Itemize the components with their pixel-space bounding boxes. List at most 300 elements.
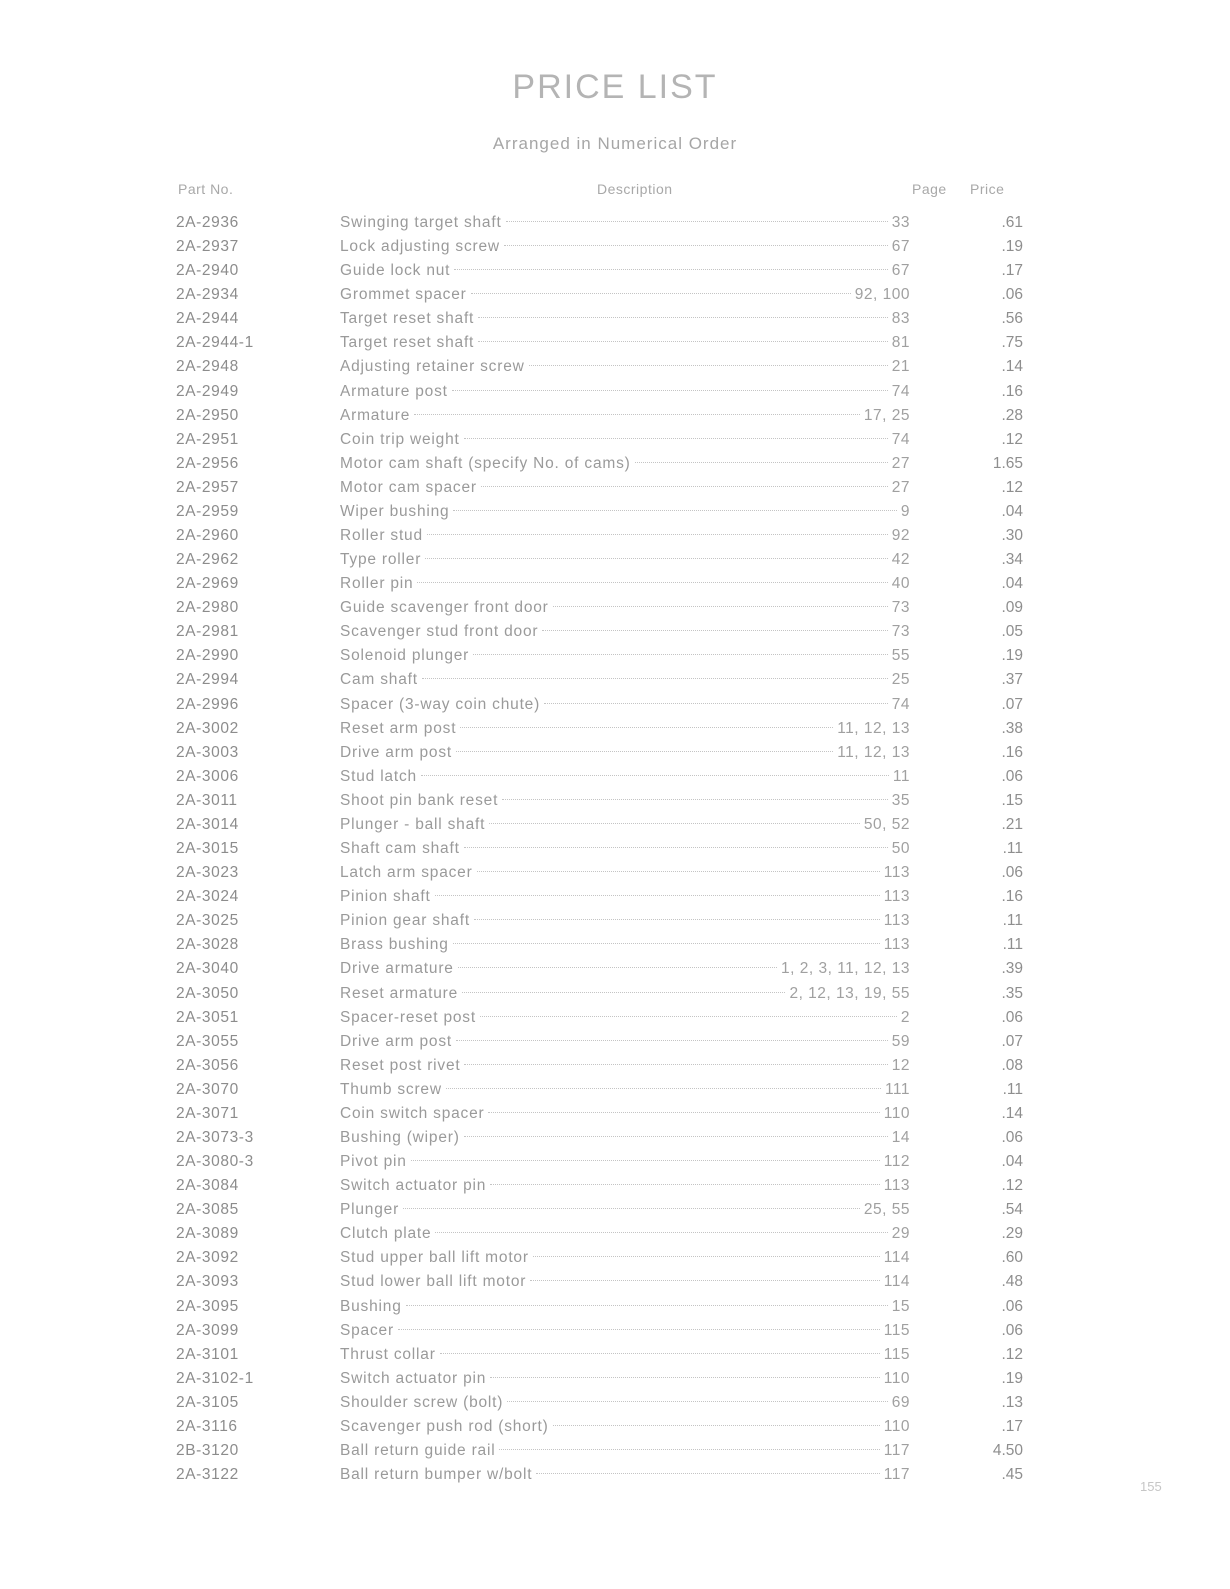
table-row (0, 1295, 1230, 1319)
price: .06 (1001, 767, 1023, 785)
part-number: 2A-3003 (176, 743, 239, 761)
description-cell (340, 524, 910, 548)
dot-leader (453, 510, 896, 511)
part-description: Grommet spacer (340, 286, 467, 304)
part-description: Plunger - ball shaft (340, 815, 486, 833)
part-number: 2A-3105 (176, 1393, 239, 1411)
dot-leader (454, 269, 887, 270)
description-cell (340, 380, 910, 404)
part-number: 2A-2949 (176, 382, 239, 400)
price: .06 (1001, 1008, 1023, 1026)
part-description: Target reset shaft (340, 310, 475, 328)
dot-leader (507, 1401, 888, 1402)
description-cell (340, 885, 910, 909)
description-cell (340, 307, 910, 331)
table-row (0, 1102, 1230, 1126)
part-number: 2A-3099 (176, 1321, 239, 1339)
table-row (0, 331, 1230, 355)
price: .19 (1001, 647, 1023, 665)
table-row (0, 789, 1230, 813)
page-reference: 92, 100 (854, 286, 910, 304)
dot-leader (490, 1184, 880, 1185)
page-reference: 115 (883, 1345, 910, 1363)
table-row (0, 1198, 1230, 1222)
part-description: Wiper bushing (340, 502, 450, 520)
part-number: 2A-2981 (176, 623, 239, 641)
dot-leader (635, 462, 888, 463)
dot-leader (504, 245, 888, 246)
part-description: Shoulder screw (bolt) (340, 1393, 504, 1411)
price-list-table (0, 211, 1230, 1487)
price: .45 (1001, 1466, 1023, 1484)
part-number: 2A-2969 (176, 575, 239, 593)
part-description: Shoot pin bank reset (340, 791, 499, 809)
page-reference: 11, 12, 13 (837, 719, 910, 737)
part-number: 2A-2936 (176, 214, 239, 231)
dot-leader (481, 486, 888, 487)
description-cell (340, 1367, 910, 1391)
dot-leader (477, 871, 880, 872)
table-row (0, 259, 1230, 283)
description-cell (340, 620, 910, 644)
page-reference: 11 (892, 767, 910, 785)
description-cell (340, 1415, 910, 1439)
dot-leader (488, 1112, 879, 1113)
page-reference: 50, 52 (863, 815, 910, 833)
table-row (0, 1174, 1230, 1198)
page-title: PRICE LIST (512, 68, 718, 106)
part-number: 2A-3095 (176, 1297, 239, 1315)
dot-leader (411, 1160, 880, 1161)
description-cell (340, 1006, 910, 1030)
price: .11 (1002, 936, 1023, 954)
dot-leader (544, 703, 888, 704)
description-cell (340, 1150, 910, 1174)
part-number: 2A-3080-3 (176, 1153, 254, 1171)
price: .17 (1001, 1417, 1023, 1435)
page-reference: 112 (883, 1153, 910, 1171)
table-row (0, 717, 1230, 741)
description-cell (340, 404, 910, 428)
description-cell (340, 331, 910, 355)
part-number: 2A-2934 (176, 286, 239, 304)
page-reference: 67 (891, 262, 910, 280)
description-cell (340, 837, 910, 861)
page-reference: 59 (891, 1032, 910, 1050)
table-row (0, 235, 1230, 259)
price: .11 (1002, 1080, 1023, 1098)
table-row (0, 1054, 1230, 1078)
page-reference: 50 (891, 840, 910, 858)
price: .05 (1001, 623, 1023, 641)
dot-leader (464, 1136, 888, 1137)
dot-leader (471, 293, 851, 294)
description-cell (340, 1078, 910, 1102)
description-cell (340, 548, 910, 572)
price: .21 (1001, 815, 1023, 833)
page-reference: 92 (891, 527, 910, 545)
part-number: 2A-2996 (176, 695, 239, 713)
part-number: 2A-2980 (176, 599, 239, 617)
part-description: Roller pin (340, 575, 414, 593)
page-reference: 27 (891, 478, 910, 496)
price: .29 (1001, 1225, 1023, 1243)
part-number: 2A-3028 (176, 936, 239, 954)
part-description: Solenoid plunger (340, 647, 470, 665)
part-number: 2A-3040 (176, 960, 239, 978)
part-description: Spacer (3-way coin chute) (340, 695, 541, 713)
table-row (0, 933, 1230, 957)
dot-leader (435, 1232, 887, 1233)
page-reference: 55 (891, 647, 910, 665)
price: .54 (1001, 1201, 1023, 1219)
dot-leader (446, 1088, 881, 1089)
price: .04 (1001, 502, 1023, 520)
part-description: Adjusting retainer screw (340, 358, 525, 376)
part-number: 2A-2956 (176, 454, 239, 472)
page-reference: 40 (891, 575, 910, 593)
description-cell (340, 741, 910, 765)
page-reference: 117 (883, 1441, 910, 1459)
page-reference: 83 (891, 310, 910, 328)
dot-leader (553, 606, 888, 607)
dot-leader (529, 365, 888, 366)
dot-leader (530, 1280, 880, 1281)
price: .12 (1001, 478, 1023, 496)
part-number: 2A-2990 (176, 647, 239, 665)
part-number: 2A-3089 (176, 1225, 239, 1243)
part-number: 2A-3084 (176, 1177, 239, 1195)
description-cell (340, 1222, 910, 1246)
description-cell (340, 1054, 910, 1078)
part-number: 2A-3006 (176, 767, 239, 785)
page-reference: 15 (891, 1297, 910, 1315)
table-row (0, 500, 1230, 524)
description-cell (340, 1463, 910, 1487)
price: .06 (1001, 864, 1023, 882)
part-number: 2A-3024 (176, 888, 239, 906)
description-cell (340, 476, 910, 500)
part-number: 2A-3056 (176, 1056, 239, 1074)
part-description: Guide lock nut (340, 262, 451, 280)
dot-leader (474, 919, 880, 920)
page-reference: 115 (883, 1321, 910, 1339)
page-reference: 25 (891, 671, 910, 689)
part-number: 2A-2944-1 (176, 334, 254, 352)
dot-leader (403, 1208, 860, 1209)
price: .19 (1001, 1369, 1023, 1387)
price: .37 (1001, 671, 1023, 689)
price: .04 (1001, 1153, 1023, 1171)
description-cell (340, 982, 910, 1006)
table-row (0, 1343, 1230, 1367)
page-subtitle: Arranged in Numerical Order (492, 134, 738, 153)
page-reference: 27 (891, 454, 910, 472)
part-number: 2A-3025 (176, 912, 239, 930)
price: .60 (1001, 1249, 1023, 1267)
part-number: 2A-3023 (176, 864, 239, 882)
part-number: 2A-2951 (176, 430, 239, 448)
description-cell (340, 693, 910, 717)
table-row (0, 1030, 1230, 1054)
page-reference: 73 (891, 623, 910, 641)
page-reference: 74 (891, 695, 910, 713)
description-cell (340, 1198, 910, 1222)
part-number: 2A-3092 (176, 1249, 239, 1267)
page-reference: 29 (891, 1225, 910, 1243)
part-description: Clutch plate (340, 1225, 432, 1243)
table-row (0, 524, 1230, 548)
price: .39 (1001, 960, 1023, 978)
description-cell (340, 572, 910, 596)
part-description: Reset armature (340, 984, 459, 1002)
dot-leader (460, 727, 833, 728)
table-row (0, 644, 1230, 668)
table-row (0, 909, 1230, 933)
description-cell (340, 235, 910, 259)
page-reference: 117 (883, 1466, 910, 1484)
table-row (0, 1415, 1230, 1439)
table-row (0, 668, 1230, 692)
dot-leader (456, 751, 833, 752)
price: .14 (1001, 358, 1023, 376)
part-number: 2A-2944 (176, 310, 239, 328)
dot-leader (398, 1329, 880, 1330)
part-description: Reset arm post (340, 719, 457, 737)
part-description: Thrust collar (340, 1345, 436, 1363)
part-description: Ball return bumper w/bolt (340, 1466, 533, 1484)
table-row (0, 1391, 1230, 1415)
part-description: Switch actuator pin (340, 1177, 487, 1195)
dot-leader (464, 438, 888, 439)
dot-leader (453, 943, 880, 944)
part-description: Guide scavenger front door (340, 599, 549, 617)
dot-leader (533, 1256, 880, 1257)
page-reference: 81 (891, 334, 910, 352)
table-row (0, 1319, 1230, 1343)
table-row (0, 596, 1230, 620)
price: .38 (1001, 719, 1023, 737)
description-cell (340, 452, 910, 476)
dot-leader (462, 992, 785, 993)
table-row (0, 1006, 1230, 1030)
page-reference: 111 (884, 1080, 910, 1098)
table-row (0, 1439, 1230, 1463)
page-reference: 110 (883, 1369, 910, 1387)
part-description: Scavenger stud front door (340, 623, 539, 641)
dot-leader (506, 221, 888, 222)
description-cell (340, 500, 910, 524)
part-number: 2A-2937 (176, 238, 239, 256)
page-reference: 113 (883, 864, 910, 882)
dot-leader (435, 895, 880, 896)
page-reference: 2 (900, 1008, 910, 1026)
price: .34 (1001, 551, 1023, 569)
page-reference: 14 (891, 1128, 910, 1146)
price: .17 (1001, 262, 1023, 280)
part-number: 2A-3073-3 (176, 1128, 254, 1146)
description-cell (340, 1391, 910, 1415)
table-row (0, 1078, 1230, 1102)
part-number: 2B-3120 (176, 1441, 239, 1459)
part-description: Type roller (340, 551, 422, 569)
price: .19 (1001, 238, 1023, 256)
part-description: Coin trip weight (340, 430, 460, 448)
price: .30 (1001, 527, 1023, 545)
part-number: 2A-3015 (176, 840, 239, 858)
page-reference: 21 (891, 358, 910, 376)
table-row (0, 380, 1230, 404)
part-description: Bushing (wiper) (340, 1128, 460, 1146)
part-number: 2A-3051 (176, 1008, 239, 1026)
part-description: Stud lower ball lift motor (340, 1273, 527, 1291)
page-reference: 12 (891, 1056, 910, 1074)
part-description: Shaft cam shaft (340, 840, 460, 858)
dot-leader (456, 1040, 888, 1041)
page-number: 155 (1140, 1479, 1162, 1494)
part-number: 2A-2948 (176, 358, 239, 376)
page-reference: 33 (891, 214, 910, 231)
table-row (0, 885, 1230, 909)
price: .12 (1001, 1345, 1023, 1363)
dot-leader (473, 654, 888, 655)
part-description: Armature post (340, 382, 448, 400)
description-cell (340, 1246, 910, 1270)
price: .28 (1001, 406, 1023, 424)
description-cell (340, 1439, 910, 1463)
page-reference: 2, 12, 13, 19, 55 (789, 984, 910, 1002)
table-row (0, 1150, 1230, 1174)
part-description: Motor cam shaft (specify No. of cams) (340, 454, 631, 472)
column-header-part-no: Part No. (178, 181, 234, 197)
part-number: 2A-3050 (176, 984, 239, 1002)
page-reference: 17, 25 (863, 406, 910, 424)
price: .06 (1001, 1297, 1023, 1315)
part-number: 2A-3055 (176, 1032, 239, 1050)
table-row (0, 548, 1230, 572)
description-cell (340, 1270, 910, 1294)
page-reference: 114 (883, 1249, 910, 1267)
price: 1.65 (992, 454, 1023, 472)
part-number: 2A-3014 (176, 815, 239, 833)
price: .06 (1001, 286, 1023, 304)
description-cell (340, 1102, 910, 1126)
part-description: Armature (340, 406, 411, 424)
part-description: Target reset shaft (340, 334, 475, 352)
part-description: Spacer (340, 1321, 394, 1339)
price: .75 (1001, 334, 1023, 352)
part-description: Pinion gear shaft (340, 912, 470, 930)
part-description: Scavenger push rod (short) (340, 1417, 549, 1435)
part-description: Plunger (340, 1201, 400, 1219)
part-description: Cam shaft (340, 671, 418, 689)
description-cell (340, 259, 910, 283)
table-row (0, 1367, 1230, 1391)
table-row (0, 428, 1230, 452)
part-number: 2A-2959 (176, 502, 239, 520)
table-row (0, 765, 1230, 789)
page-reference: 42 (891, 551, 910, 569)
part-description: Bushing (340, 1297, 402, 1315)
description-cell (340, 765, 910, 789)
page-reference: 74 (891, 382, 910, 400)
dot-leader (425, 558, 888, 559)
table-row (0, 620, 1230, 644)
page-reference: 67 (891, 238, 910, 256)
table-row (0, 283, 1230, 307)
page-reference: 114 (883, 1273, 910, 1291)
price: .56 (1001, 310, 1023, 328)
part-number: 2A-3002 (176, 719, 239, 737)
description-cell (340, 909, 910, 933)
dot-leader (536, 1473, 879, 1474)
description-cell (340, 789, 910, 813)
page-reference: 9 (900, 502, 910, 520)
dot-leader (421, 775, 889, 776)
description-cell (340, 1295, 910, 1319)
table-row (0, 982, 1230, 1006)
dot-leader (406, 1305, 888, 1306)
price: .12 (1001, 1177, 1023, 1195)
description-cell (340, 211, 910, 235)
price: .16 (1001, 888, 1023, 906)
price: 4.50 (992, 1441, 1023, 1459)
part-number: 2A-3116 (176, 1417, 238, 1435)
page-reference: 110 (883, 1104, 910, 1122)
price: .13 (1001, 1393, 1023, 1411)
table-row (0, 957, 1230, 981)
page-reference: 113 (883, 912, 910, 930)
part-number: 2A-3102-1 (176, 1369, 254, 1387)
description-cell (340, 861, 910, 885)
dot-leader (480, 1016, 897, 1017)
table-row (0, 307, 1230, 331)
part-number: 2A-2960 (176, 527, 239, 545)
page-reference: 69 (891, 1393, 910, 1411)
description-cell (340, 283, 910, 307)
dot-leader (489, 823, 860, 824)
description-cell (340, 428, 910, 452)
price: .61 (1001, 214, 1023, 231)
dot-leader (464, 847, 888, 848)
column-header-price: Price (970, 181, 1005, 197)
page-reference: 1, 2, 3, 11, 12, 13 (781, 960, 910, 978)
part-number: 2A-3085 (176, 1201, 239, 1219)
page-reference: 110 (883, 1417, 910, 1435)
description-cell (340, 1174, 910, 1198)
price: .11 (1002, 912, 1023, 930)
price: .06 (1001, 1128, 1023, 1146)
part-description: Drive arm post (340, 743, 452, 761)
page-reference: 25, 55 (863, 1201, 910, 1219)
part-description: Roller stud (340, 527, 423, 545)
table-row (0, 1246, 1230, 1270)
price: .04 (1001, 575, 1023, 593)
column-header-page: Page (912, 181, 947, 197)
description-cell (340, 1319, 910, 1343)
dot-leader (417, 582, 887, 583)
description-cell (340, 596, 910, 620)
dot-leader (478, 317, 888, 318)
description-cell (340, 644, 910, 668)
table-row (0, 813, 1230, 837)
part-description: Reset post rivet (340, 1056, 461, 1074)
table-row (0, 572, 1230, 596)
price: .14 (1001, 1104, 1023, 1122)
dot-leader (427, 534, 888, 535)
table-row (0, 693, 1230, 717)
part-description: Motor cam spacer (340, 478, 477, 496)
